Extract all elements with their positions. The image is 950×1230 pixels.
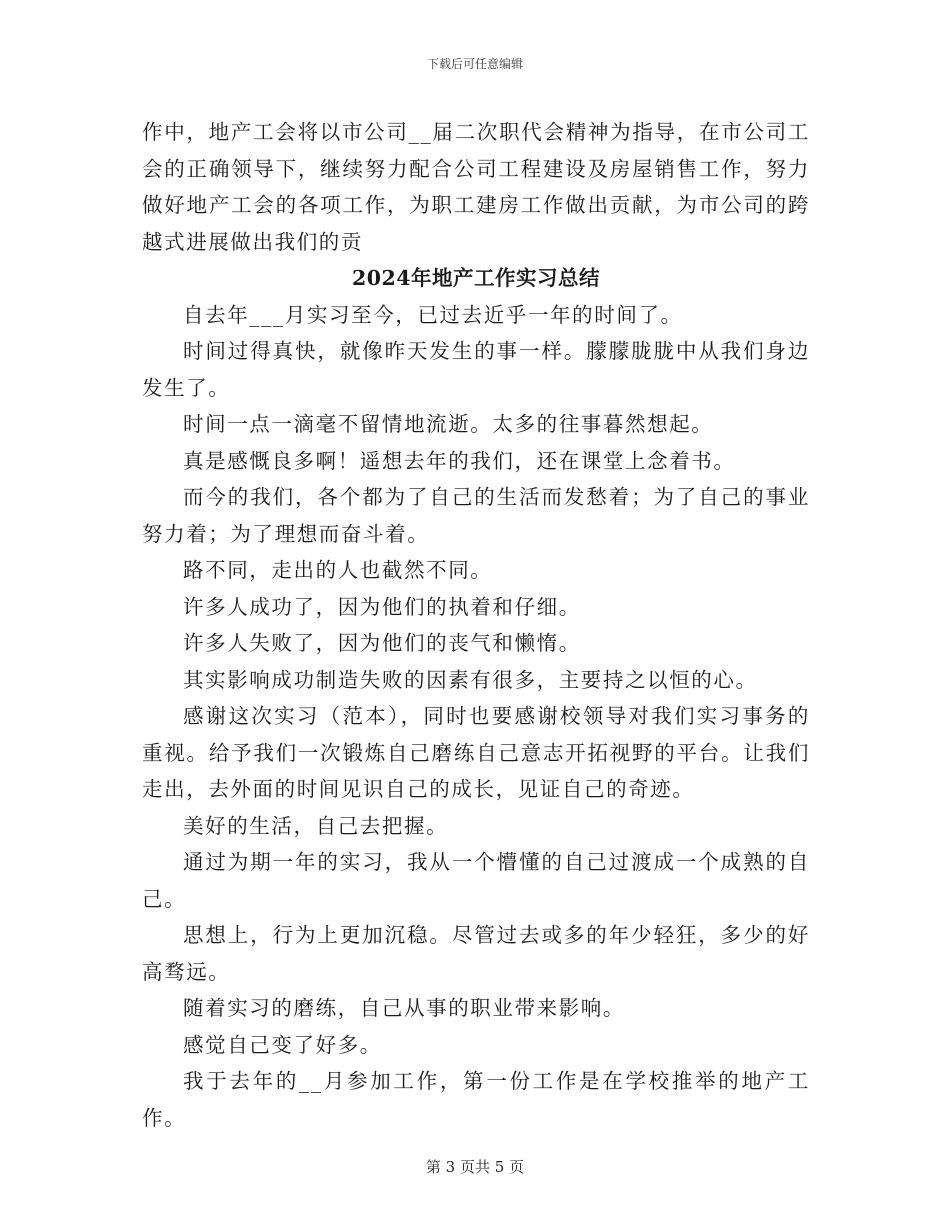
paragraph: 感觉自己变了好多。 xyxy=(183,1032,382,1057)
paragraph: 通过为期一年的实习，我从一个懵懂的自己过渡成一个成熟的自己。 xyxy=(142,850,810,911)
paragraph: 真是感慨良多啊！遥想去年的我们，还在课堂上念着书。 xyxy=(183,448,736,473)
paragraph: 随着实习的磨练，自己从事的职业带来影响。 xyxy=(183,996,625,1020)
document-title: 2024年地产工作实习总结 xyxy=(351,266,601,290)
page-header: 下载后可任意编辑 xyxy=(426,57,523,71)
paragraph: 而今的我们，各个都为了自己的生活而发愁着；为了自己的事业努力着；为了理想而奋斗着。 xyxy=(142,485,810,546)
paragraph: 时间过得真快，就像昨天发生的事一样。朦朦胧胧中从我们身边发生了。 xyxy=(142,339,810,400)
paragraph: 我于去年的__月参加工作，第一份工作是在学校推举的地产工作。 xyxy=(142,1069,810,1130)
paragraph: 自去年___月实习至今，已过去近乎一年的时间了。 xyxy=(183,302,683,327)
paragraph: 美好的生活，自己去把握。 xyxy=(183,813,449,838)
paragraph: 感谢这次实习（范本），同时也要感谢校领导对我们实习事务的重视。给予我们一次锻炼自己磨练自己意志开拓视野的平台。让我们走出，去外面的时间见识自己的成长，见证自己的奇迹。 xyxy=(142,704,810,801)
paragraph: 许多人成功了，因为他们的执着和仔细。 xyxy=(183,594,581,619)
paragraph: 思想上，行为上更加沉稳。尽管过去或多的年少轻狂，多少的好高骛远。 xyxy=(142,923,810,984)
paragraph: 时间一点一滴毫不留情地流逝。太多的往事暮然想起。 xyxy=(183,412,714,436)
paragraph: 路不同，走出的人也截然不同。 xyxy=(183,558,493,582)
page-number-footer: 第 3 页共 5 页 xyxy=(425,1158,525,1176)
document-body xyxy=(142,114,810,1136)
paragraph: 其实影响成功制造失败的因素有很多，主要持之以恒的心。 xyxy=(183,667,758,692)
intro-paragraph: 作中，地产工会将以市公司__届二次职代会精神为指导，在市公司工会的正确领导下，继续努力配合公司工程建设及房屋销售工作，努力做好地产工会的各项工作，为职工建房工作做出贡献，为市公司的跨越式进展做出我们的贡 xyxy=(142,120,810,254)
paragraph: 许多人失败了，因为他们的丧气和懒惰。 xyxy=(183,631,581,655)
